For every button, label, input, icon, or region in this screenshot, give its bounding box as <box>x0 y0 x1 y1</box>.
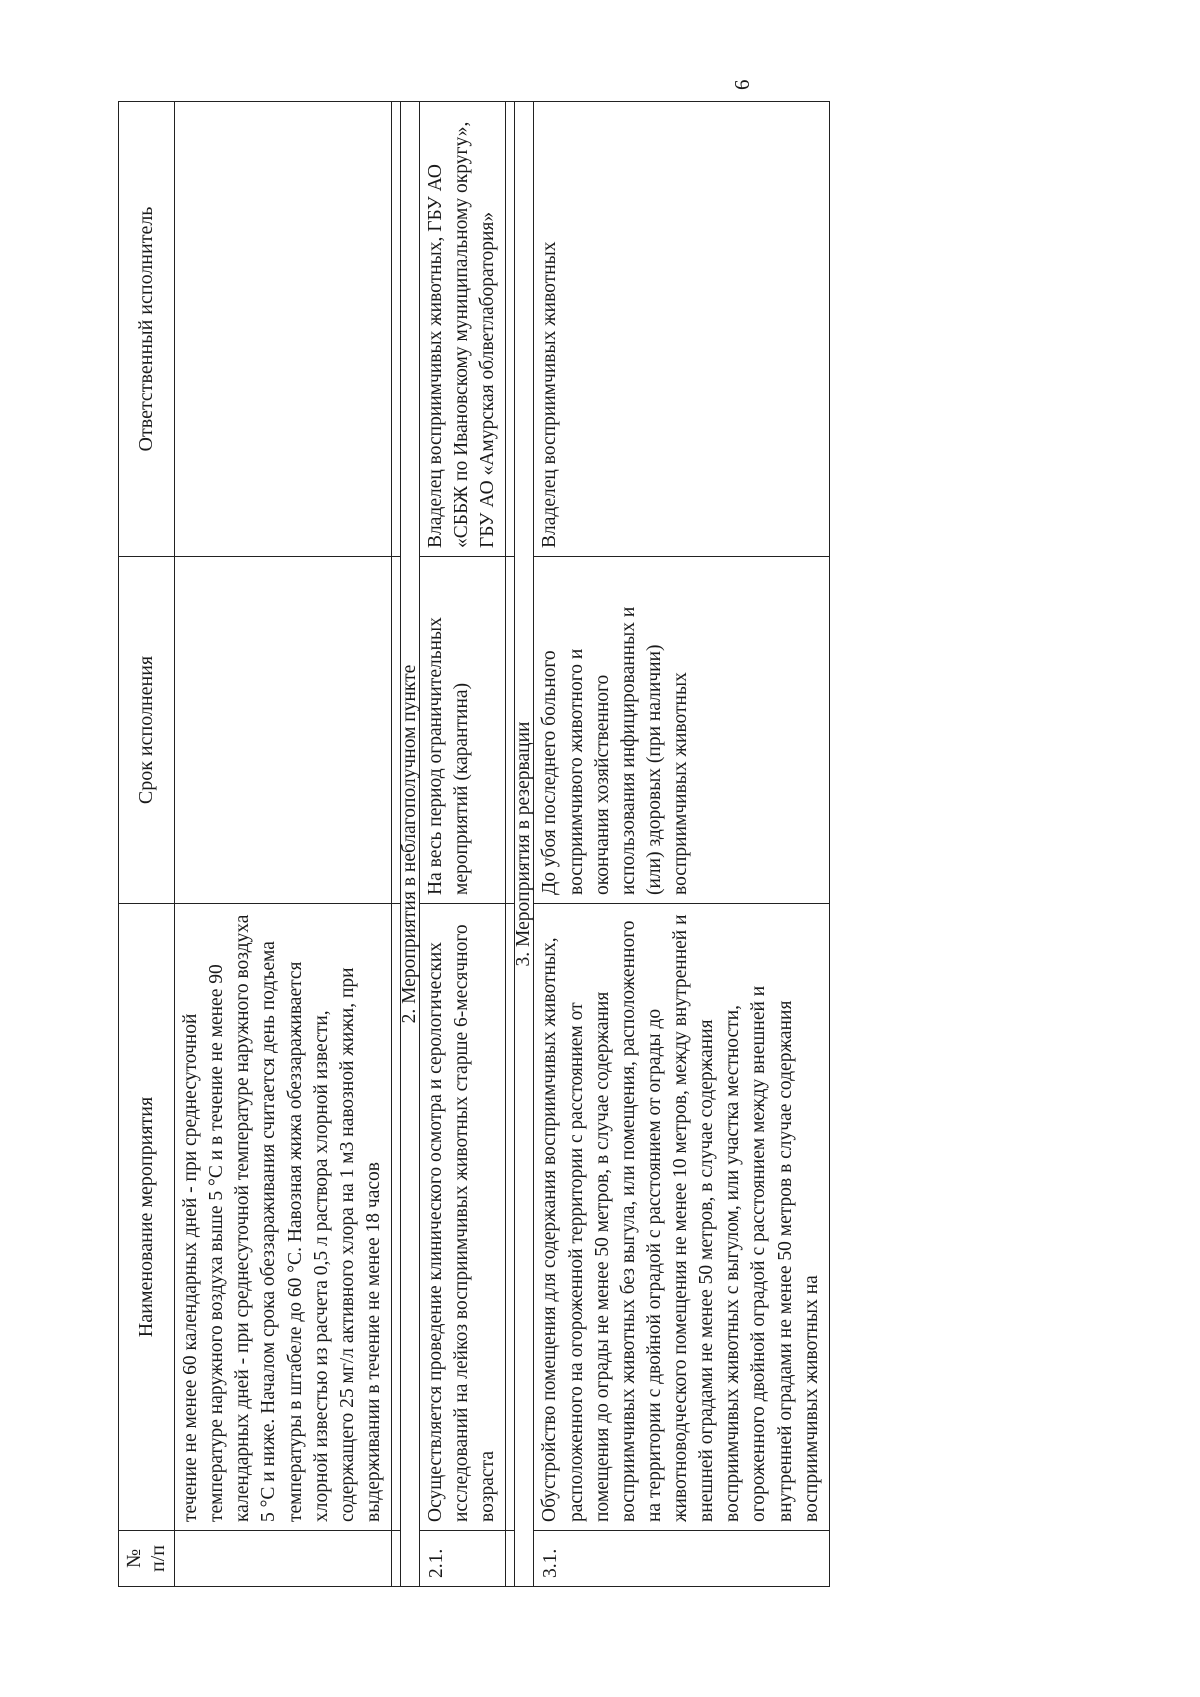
row-responsible <box>175 102 392 557</box>
row-name: течение не менее 60 календарных дней - при среднесуточной температуре наружного воздуха выше 5 °С и в течение не менее 90 календарных дней - при среднесуточной температуре наружного воздуха 5 °С и ниже. Началом срока обеззараживания считается день подъема температуры в штабеле до 60 °С. Навозная жижа обеззараживается хлорной известью из расчета 0,5 л раствора хлорной извести, содержащего 25 мг/л активного хлора на 1 м3 навозной жижи, при выдерживании в течение не менее 18 часов <box>175 904 392 1531</box>
row-term: До убоя последнего больного восприимчивого животного и окончания хозяйственного использования инфицированных и (или) здоровых (при наличии) восприимчивых животных <box>534 557 829 904</box>
table-row <box>420 102 506 1587</box>
row-num <box>175 1531 392 1587</box>
header-name: Наименование мероприятия <box>119 904 175 1531</box>
row-num: 3.1. <box>534 1531 829 1587</box>
row-responsible: Владелец восприимчивых животных, ГБУ АО «СББЖ по Ивановскому муниципальному округу», ГБУ АО «Амурская облветлаборатория» <box>420 102 506 557</box>
measures-table <box>118 101 830 1587</box>
row-term <box>175 557 392 904</box>
section-2-title: 2. Мероприятия в неблагополучном пункте <box>401 102 420 1587</box>
table-row <box>534 102 829 1587</box>
row-name: Осуществляется проведение клинического осмотра и серологических исследований на лейкоз восприимчивых животных старше 6-месячного возраста <box>420 904 506 1531</box>
row-responsible: Владелец восприимчивых животных <box>534 102 829 557</box>
row-name: Обустройство помещения для содержания восприимчивых животных, расположенного на огороженной территории с расстоянием от помещения до ограды не менее 50 метров, в случае содержания восприимчивых животных без выгула, или помещения, расположенного на территории с двойной оградой с расстоянием от ограды до животноводческого помещения не менее 10 метров, между внутренней и внешней оградами не менее 50 метров, в случае содержания восприимчивых животных с выгулом, или участка местности, огороженного двойной оградой с расстоянием между внешней и внутренней оградами не менее 50 метров в случае содержания восприимчивых животных на <box>534 904 829 1531</box>
table-row <box>175 102 392 1587</box>
table-header-row <box>119 102 175 1587</box>
header-num: № п/п <box>119 1531 175 1587</box>
header-responsible: Ответственный исполнитель <box>119 102 175 557</box>
section-row <box>401 102 420 1587</box>
rotated-table-container <box>118 102 1080 1587</box>
row-term: На весь период ограничительных мероприятий (карантина) <box>420 557 506 904</box>
header-term: Срок исполнения <box>119 557 175 904</box>
section-row <box>515 102 534 1587</box>
section-3-title: 3. Мероприятия в резервации <box>515 102 534 1587</box>
row-num: 2.1. <box>420 1531 506 1587</box>
page-number: 6 <box>730 79 754 90</box>
